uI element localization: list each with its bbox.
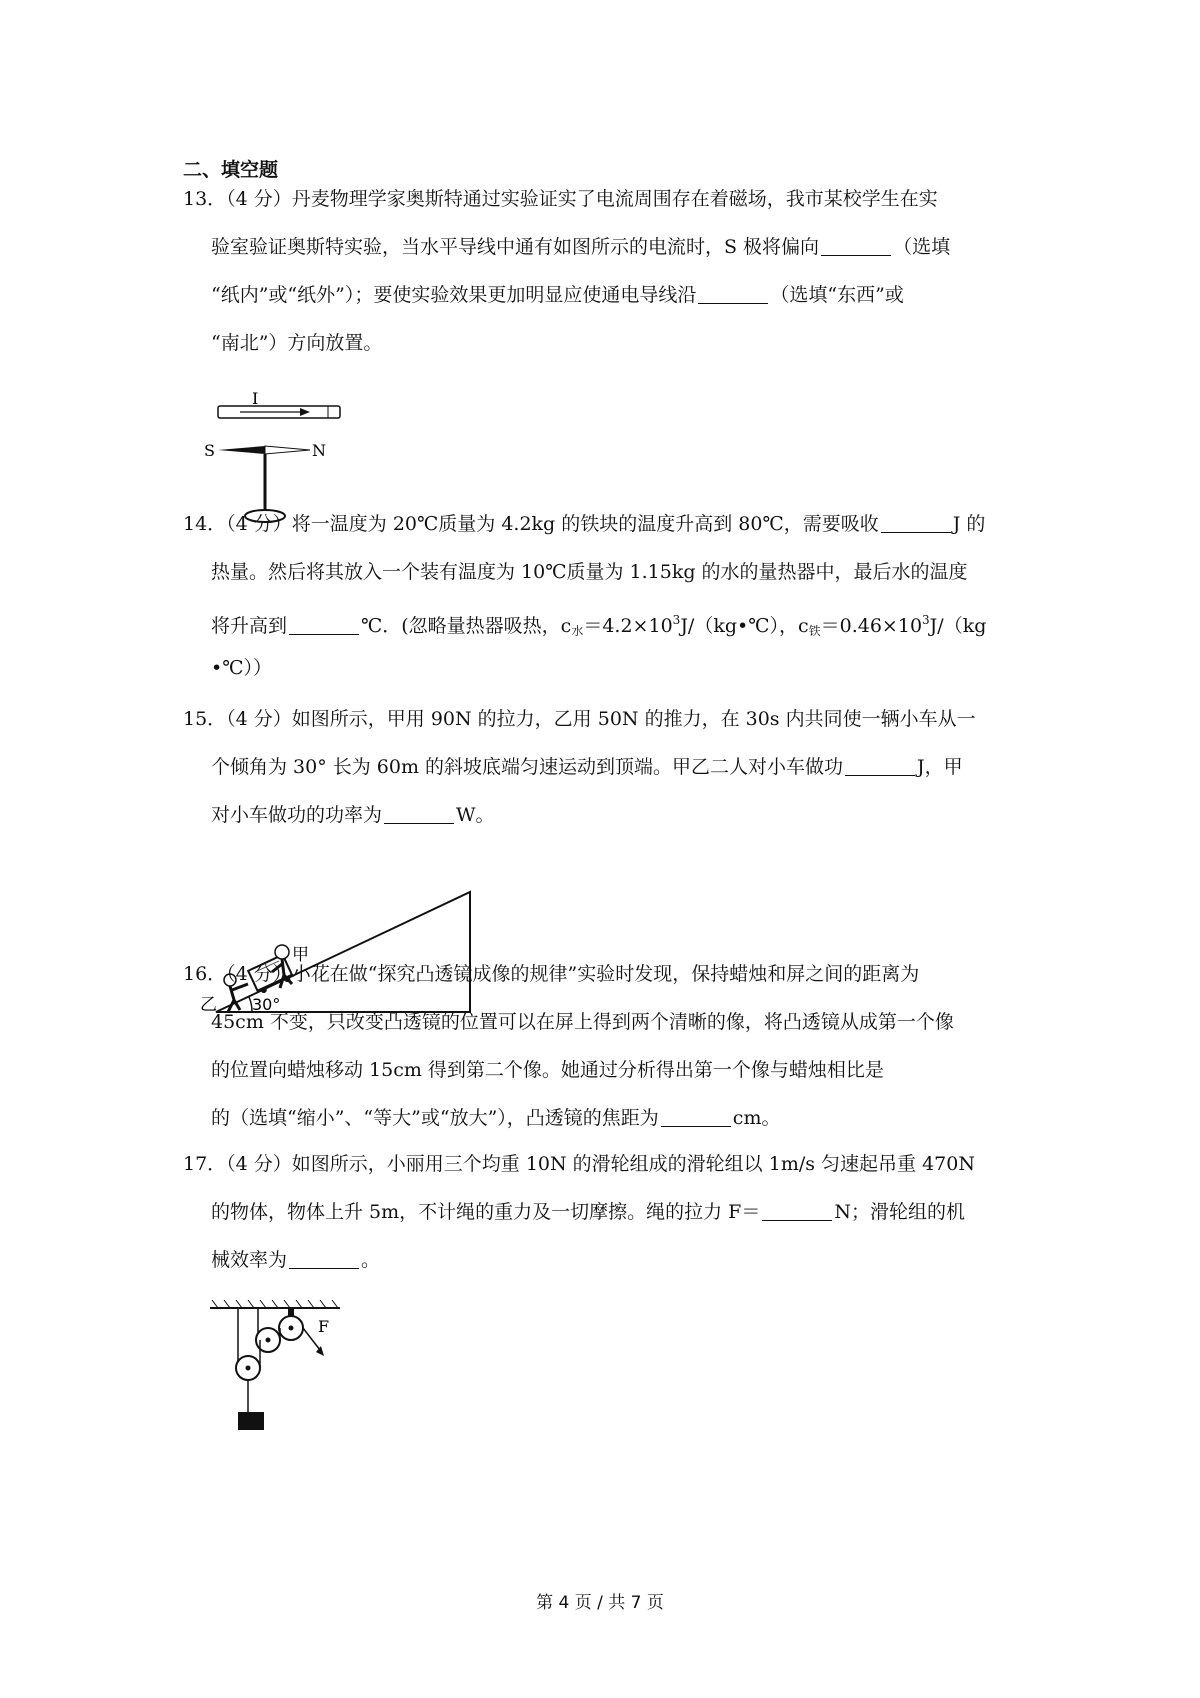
answer-blank[interactable] bbox=[845, 755, 915, 776]
q14-text: 14．（4 分）将一温度为 20℃质量为 4.2kg 的铁块的温度升高到 80℃，需要吸收 bbox=[183, 513, 879, 535]
q13-text: 验室验证奥斯特实验，当水平导线中通有如图所示的电流时，S 极将偏向 bbox=[211, 236, 820, 258]
jia-label: 甲 bbox=[292, 945, 309, 965]
q13-text: “纸内”或“纸外”）；要使实验效果更加明显应使通电导线沿 bbox=[211, 284, 697, 306]
q17-text: N；滑轮组的机 bbox=[834, 1201, 966, 1223]
q15-text: 个倾角为 30° 长为 60m 的斜坡底端匀速运动到顶端。甲乙二人对小车做功 bbox=[211, 756, 844, 778]
q14-line-2: 热量。然后将其放入一个装有温度为 10℃质量为 1.15kg 的水的量热器中，最后水的温度 bbox=[211, 561, 968, 583]
q13-line-3 bbox=[183, 271, 1033, 319]
answer-blank[interactable] bbox=[821, 235, 891, 256]
q16-line-3: 的位置向蜡烛移动 15cm 得到第二个像。她通过分析得出第一个像与蜡烛相比是 bbox=[211, 1059, 884, 1081]
q17-line-1: 17．（4 分）如图所示，小丽用三个均重 10N 的滑轮组成的滑轮组以 1m/s 匀速起吊重 470N bbox=[183, 1153, 975, 1175]
weight-block bbox=[238, 1412, 264, 1430]
q13-line-1: 13．（4 分）丹麦物理学家奥斯特通过实验证实了电流周围存在着磁场，我市某校学生在实 bbox=[183, 188, 938, 210]
q13-line-2 bbox=[183, 223, 1033, 271]
q14-text: J 的 bbox=[952, 513, 986, 535]
s-pole-label: S bbox=[204, 441, 215, 460]
answer-blank[interactable] bbox=[698, 283, 768, 304]
q14-text: ＝4.2×10 bbox=[583, 615, 673, 637]
q13-line-4: “南北”）方向放置。 bbox=[211, 332, 383, 354]
section-title: 二、填空题 bbox=[183, 159, 279, 181]
answer-blank[interactable] bbox=[762, 1200, 832, 1221]
question-15 bbox=[183, 695, 1033, 839]
answer-blank[interactable] bbox=[289, 614, 359, 635]
q15-line-1: 15．（4 分）如图所示，甲用 90N 的拉力，乙用 50N 的推力，在 30s 内共同使一辆小车从一 bbox=[183, 708, 976, 730]
ceiling-hatch bbox=[212, 1300, 338, 1308]
q15-text: J，甲 bbox=[917, 756, 963, 778]
current-label: I bbox=[252, 392, 259, 408]
q16-line-2: 45cm 不变，只改变凸透镜的位置可以在屏上得到两个清晰的像，将凸透镜从成第一个像 bbox=[211, 1011, 954, 1033]
q14-text: J/（kg bbox=[929, 615, 987, 637]
n-pole-label: N bbox=[312, 441, 326, 460]
q15-line-2 bbox=[183, 743, 1033, 791]
subscript: 水 bbox=[571, 624, 584, 638]
q15-line-3 bbox=[183, 791, 1033, 839]
q14-line-3 bbox=[183, 596, 1033, 644]
q13-text: （选填“东西”或 bbox=[770, 284, 904, 306]
question-14 bbox=[183, 500, 1033, 692]
q14-text: ℃．(忽略量热器吸热，c bbox=[361, 615, 572, 637]
q14-text: J/（kg•℃），c bbox=[680, 615, 809, 637]
question-16 bbox=[183, 950, 1033, 1142]
angle-label: 30° bbox=[252, 995, 281, 1014]
page-footer: 第 4 页 / 共 7 页 bbox=[536, 1593, 664, 1613]
yi-label: 乙 bbox=[200, 995, 217, 1015]
q17-text: 。 bbox=[361, 1249, 381, 1271]
q13-text: （选填 bbox=[893, 236, 951, 258]
superscript: 3 bbox=[922, 613, 930, 627]
answer-blank[interactable] bbox=[661, 1106, 731, 1127]
force-label: F bbox=[318, 1317, 330, 1336]
q17-line-3 bbox=[183, 1236, 1033, 1284]
answer-blank[interactable] bbox=[881, 512, 951, 533]
answer-blank[interactable] bbox=[384, 803, 454, 824]
q16-line-1: 16．（4 分）小花在做“探究凸透镜成像的规律”实验时发现，保持蜡烛和屏之间的距离为 bbox=[183, 963, 920, 985]
q14-text: 将升高到 bbox=[211, 615, 288, 637]
q17-text: 械效率为 bbox=[211, 1249, 288, 1271]
q15-text: 对小车做功的功率为 bbox=[211, 804, 383, 826]
q14-text: ＝0.46×10 bbox=[820, 615, 923, 637]
pulley-figure bbox=[200, 1300, 360, 1460]
q14-line-1 bbox=[183, 500, 1033, 548]
q16-line-4 bbox=[183, 1094, 1033, 1142]
subscript: 铁 bbox=[808, 624, 821, 638]
q17-text: 的物体，物体上升 5m，不计绳的重力及一切摩擦。绳的拉力 F＝ bbox=[211, 1201, 761, 1223]
question-17 bbox=[183, 1140, 1033, 1284]
q15-text: W。 bbox=[456, 804, 495, 826]
q16-text: cm。 bbox=[732, 1107, 781, 1129]
q14-line-4: •℃）） bbox=[211, 657, 272, 679]
superscript: 3 bbox=[672, 613, 681, 627]
q17-line-2 bbox=[183, 1188, 1033, 1236]
question-13 bbox=[183, 175, 1033, 367]
answer-blank[interactable] bbox=[289, 1248, 359, 1269]
q16-text: 的（选填“缩小”、“等大”或“放大”），凸透镜的焦距为 bbox=[211, 1107, 659, 1129]
